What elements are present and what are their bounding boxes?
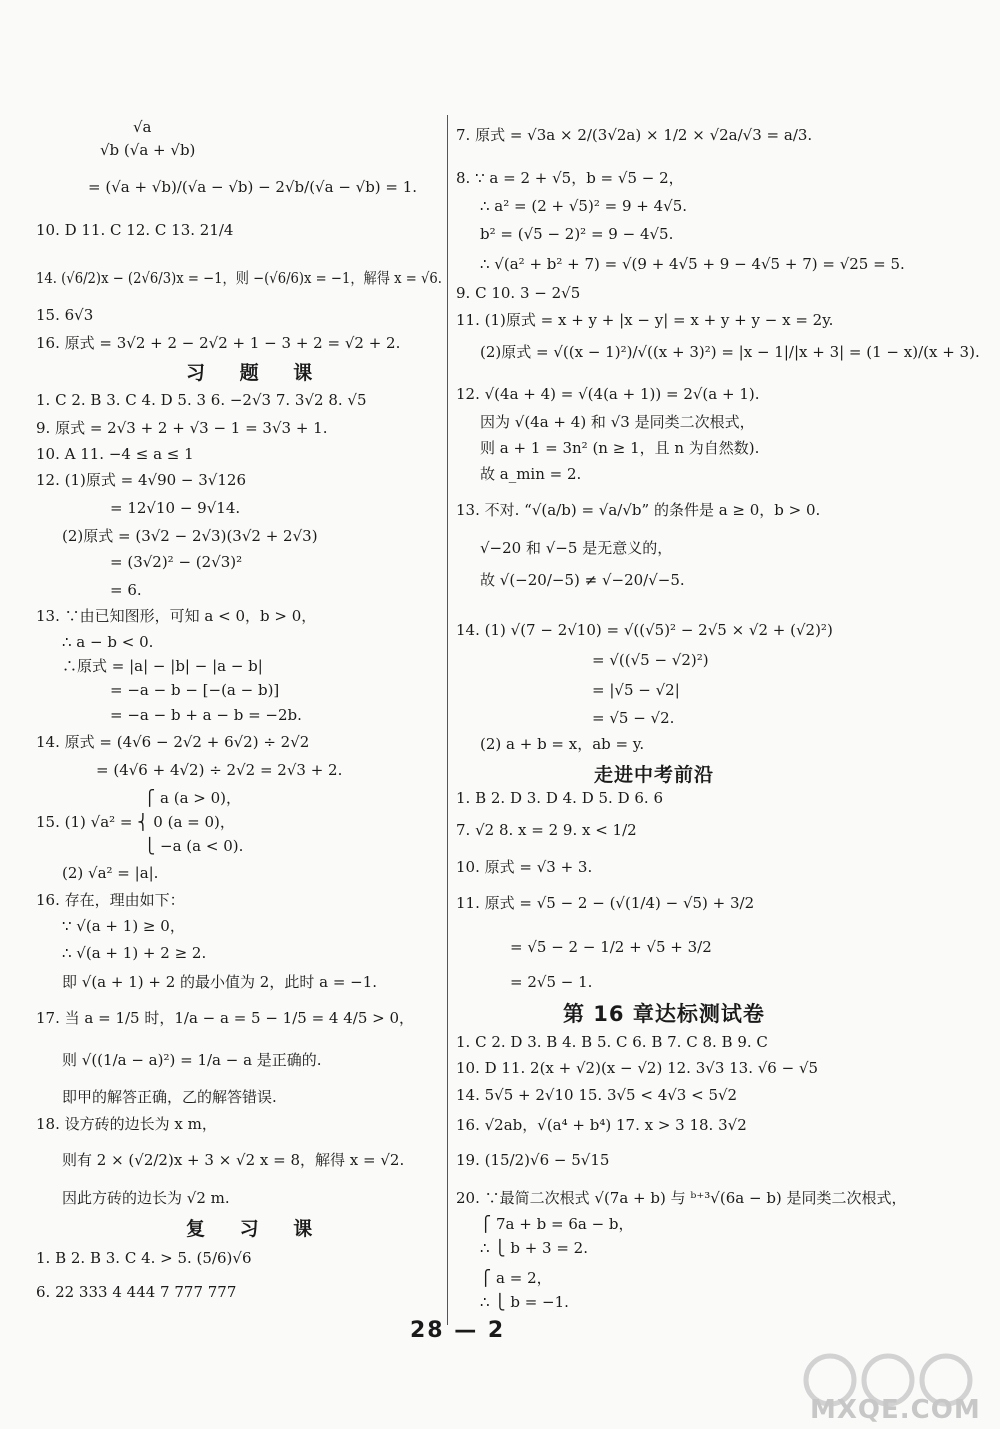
right-line: b² = (√5 − 2)² = 9 − 4√5.	[480, 225, 674, 243]
right-line: 10. D 11. 2(x + √2)(x − √2) 12. 3√3 13. √6 − √5	[456, 1059, 819, 1077]
right-line: 14. 5√5 + 2√10 15. 3√5 < 4√3 < 5√2	[456, 1086, 738, 1104]
right-line: √−20 和 √−5 是无意义的，	[480, 539, 673, 557]
right-line: 14. (1) √(7 − 2√10) = √((√5)² − 2√5 × √2 + (√2)²)	[456, 621, 833, 639]
right-line: 7. 原式 = √3a × 2/(3√2a) × 1/2 × √2a/√3 = a/3.	[456, 126, 813, 144]
left-line: ∴ √(a + 1) + 2 ≥ 2.	[62, 944, 207, 962]
right-line: 10. 原式 = √3 + 3.	[456, 858, 593, 876]
left-line: 15. 6√3	[36, 306, 94, 324]
left-line: ∵ √(a + 1) ≥ 0，	[62, 917, 185, 935]
left-line: = 6.	[110, 581, 142, 599]
left-line: 17. 当 a = 1/5 时，1/a − a = 5 − 1/5 = 4 4/5 > 0，	[36, 1009, 415, 1027]
right-line: 11. 原式 = √5 − 2 − (√(1/4) − √5) + 3/2	[456, 894, 755, 912]
left-line: √a	[133, 118, 152, 136]
right-line: = √5 − √2.	[592, 709, 675, 727]
right-line: = √((√5 − √2)²)	[592, 651, 709, 669]
left-line: 则 √((1/a − a)²) = 1/a − a 是正确的.	[62, 1051, 322, 1069]
heading-fuxi-ke: 复 习 课	[186, 1218, 327, 1240]
right-line: 16. √2ab，√(a⁴ + b⁴) 17. x > 3 18. 3√2	[456, 1116, 747, 1134]
left-line: √b (√a + √b)	[100, 141, 196, 159]
left-line: 1. B 2. B 3. C 4. > 5. (5/6)√6	[36, 1249, 252, 1267]
right-line: ⎧ a = 2，	[480, 1269, 552, 1287]
right-line: 1. B 2. D 3. D 4. D 5. D 6. 6	[456, 789, 663, 807]
left-line: (2) √a² = |a|.	[62, 864, 159, 882]
heading-chapter-16-test: 第 16 章达标测试卷	[563, 1002, 765, 1026]
right-line: 11. (1)原式 = x + y + |x − y| = x + y + y − x = 2y.	[456, 311, 834, 329]
left-line: 因此方砖的边长为 √2 m.	[62, 1189, 230, 1207]
left-line: = (√a + √b)/(√a − √b) − 2√b/(√a − √b) = 1.	[88, 178, 418, 196]
left-line: ⎩ −a (a < 0).	[144, 837, 244, 855]
right-line: = |√5 − √2|	[592, 681, 680, 699]
right-line: ∴ √(a² + b² + 7) = √(9 + 4√5 + 9 − 4√5 + 7) = √25 = 5.	[480, 255, 905, 273]
left-line: 12. (1)原式 = 4√90 − 3√126	[36, 471, 247, 489]
right-line: ⎧ 7a + b = 6a − b，	[480, 1215, 634, 1233]
left-line: 15. (1) √a² = ⎨ 0 (a = 0)，	[36, 813, 235, 831]
left-line: 即甲的解答正确，乙的解答错误.	[62, 1088, 277, 1106]
right-line: 1. C 2. D 3. B 4. B 5. C 6. B 7. C 8. B 9. C	[456, 1033, 768, 1051]
left-line: 6. 22 333 4 444 7 777 777	[36, 1283, 237, 1301]
left-line: 16. 存在，理由如下：	[36, 891, 185, 909]
left-line: ⎧ a (a > 0)，	[144, 789, 242, 807]
page-number: 28 — 2	[410, 1318, 506, 1343]
left-line: 10. A 11. −4 ≤ a ≤ 1	[36, 445, 194, 463]
column-divider	[447, 115, 448, 1325]
left-line: 1. C 2. B 3. C 4. D 5. 3 6. −2√3 7. 3√2 8. √5	[36, 391, 367, 409]
right-line: ∴ a² = (2 + √5)² = 9 + 4√5.	[480, 197, 688, 215]
heading-zoujin-zhongkao: 走进中考前沿	[594, 764, 715, 786]
left-line: 则有 2 × (√2/2)x + 3 × √2 x = 8，解得 x = √2.	[62, 1151, 405, 1169]
right-line: 7. √2 8. x = 2 9. x < 1/2	[456, 821, 637, 839]
right-line: 9. C 10. 3 − 2√5	[456, 284, 581, 302]
left-line: 9. 原式 = 2√3 + 2 + √3 − 1 = 3√3 + 1.	[36, 419, 328, 437]
right-line: ∴ ⎩ b + 3 = 2.	[480, 1239, 588, 1257]
left-line: = 12√10 − 9√14.	[110, 499, 241, 517]
right-line: = 2√5 − 1.	[510, 973, 593, 991]
left-line: 14. 原式 = (4√6 − 2√2 + 6√2) ÷ 2√2	[36, 733, 310, 751]
left-line: = (3√2)² − (2√3)²	[110, 553, 243, 571]
right-line: 因为 √(4a + 4) 和 √3 是同类二次根式，	[480, 413, 755, 431]
left-line: 18. 设方砖的边长为 x m，	[36, 1115, 217, 1133]
heading-xiti-ke: 习 题 课	[186, 362, 327, 384]
left-line: 即 √(a + 1) + 2 的最小值为 2，此时 a = −1.	[62, 973, 378, 991]
left-line: ∴ a − b < 0.	[62, 633, 154, 651]
right-line: = √5 − 2 − 1/2 + √5 + 3/2	[510, 938, 712, 956]
right-line: 8. ∵ a = 2 + √5，b = √5 − 2，	[456, 169, 684, 187]
right-line: 则 a + 1 = 3n² (n ≥ 1，且 n 为自然数).	[480, 439, 760, 457]
right-line: 故 a_min = 2.	[480, 465, 582, 483]
right-line: 19. (15/2)√6 − 5√15	[456, 1151, 610, 1169]
right-line: 20. ∵最简二次根式 √(7a + b) 与 ᵇ⁺³√(6a − b) 是同类二次根式，	[456, 1189, 907, 1207]
left-line: 14. (√6/2)x − (2√6/3)x = −1，则 −(√6/6)x = −1，解得 x = √6.	[36, 269, 442, 287]
left-line: 13. ∵由已知图形，可知 a < 0，b > 0，	[36, 607, 317, 625]
right-line: (2) a + b = x，ab = y.	[480, 735, 645, 753]
left-line: = (4√6 + 4√2) ÷ 2√2 = 2√3 + 2.	[96, 761, 343, 779]
left-line: (2)原式 = (3√2 − 2√3)(3√2 + 2√3)	[62, 527, 318, 545]
right-line: 故 √(−20/−5) ≠ √−20/√−5.	[480, 571, 685, 589]
left-line: 10. D 11. C 12. C 13. 21/4	[36, 221, 234, 239]
left-line: = −a − b + a − b = −2b.	[110, 706, 302, 724]
right-line: 12. √(4a + 4) = √(4(a + 1)) = 2√(a + 1).	[456, 385, 760, 403]
watermark-text: MXQE.COM	[810, 1395, 981, 1425]
right-line: (2)原式 = √((x − 1)²)/√((x + 3)²) = |x − 1|/|x + 3| = (1 − x)/(x + 3).	[480, 343, 980, 361]
right-line: 13. 不对. “√(a/b) = √a/√b” 的条件是 a ≥ 0，b > 0.	[456, 501, 821, 519]
left-line: ∴原式 = |a| − |b| − |a − b|	[62, 657, 263, 675]
right-line: ∴ ⎩ b = −1.	[480, 1293, 569, 1311]
left-line: 16. 原式 = 3√2 + 2 − 2√2 + 1 − 3 + 2 = √2 + 2.	[36, 334, 401, 352]
left-line: = −a − b − [−(a − b)]	[110, 681, 280, 699]
